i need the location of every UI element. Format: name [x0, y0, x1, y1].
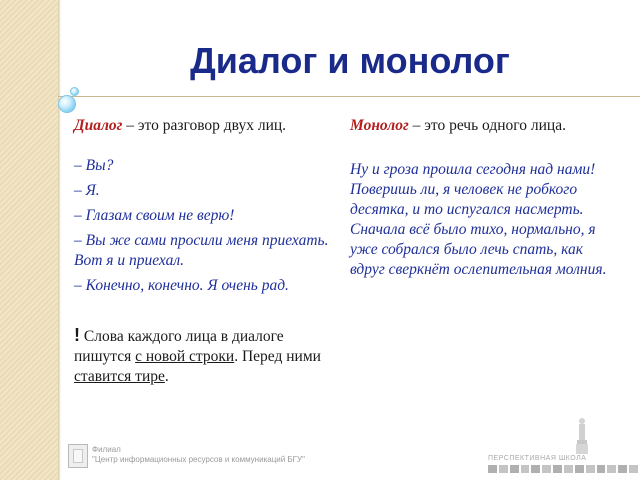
footer-organization	[92, 445, 352, 465]
dialog-rule-note: ! Слова каждого лица в диалоге пишутся с новой строки. Перед ними ставится тире.	[74, 325, 321, 385]
dialog-term: Диалог	[74, 117, 123, 134]
bubble-large-icon	[58, 95, 76, 113]
dialog-column	[74, 116, 336, 387]
brand-text: ПЕРСПЕКТИВНАЯ ШКОЛА	[488, 455, 587, 462]
school-brand	[488, 454, 638, 473]
underlined-phrase: ставится тире	[74, 368, 165, 385]
brand-bar	[488, 465, 638, 473]
monolog-definition-text: – это речь одного лица.	[408, 117, 566, 134]
monolog-example: Ну и гроза прошла сегодня над нами! Поверишь ли, я человек не робкого десятка, и то испугался насмерть. Сначала всё было тихо, нормально, я уже собрался было лечь спать, как вдруг сверкнёт ослепительная молния.	[350, 161, 607, 278]
dialog-definition-text: – это разговор двух лиц.	[122, 117, 287, 134]
exclamation-mark: !	[74, 325, 80, 345]
monolog-term: Монолог	[350, 117, 409, 134]
footer-org-line: Филиал	[92, 445, 121, 454]
title-divider	[58, 96, 640, 97]
dialog-line: – Вы?	[74, 157, 114, 174]
book-logo-icon	[68, 444, 88, 468]
dialog-line: – Конечно, конечно. Я очень рад.	[74, 277, 289, 294]
monolog-column	[350, 116, 615, 280]
underlined-phrase: с новой строки	[135, 348, 235, 365]
monolog-definition	[350, 116, 615, 136]
dialog-definition	[74, 116, 336, 136]
dialog-line: – Я.	[74, 182, 100, 199]
bubble-small-icon	[70, 87, 79, 96]
statue-icon	[574, 416, 590, 454]
slide-title: Диалог и монолог	[190, 40, 510, 81]
dialog-line: – Вы же сами просили меня приехать. Вот я и приехал.	[74, 232, 329, 269]
decorative-side-strip	[0, 0, 58, 480]
footer-org-line: "Центр информационных ресурсов и коммуникаций БГУ"	[92, 455, 305, 464]
dialog-line: – Глазам своим не верю!	[74, 207, 235, 224]
